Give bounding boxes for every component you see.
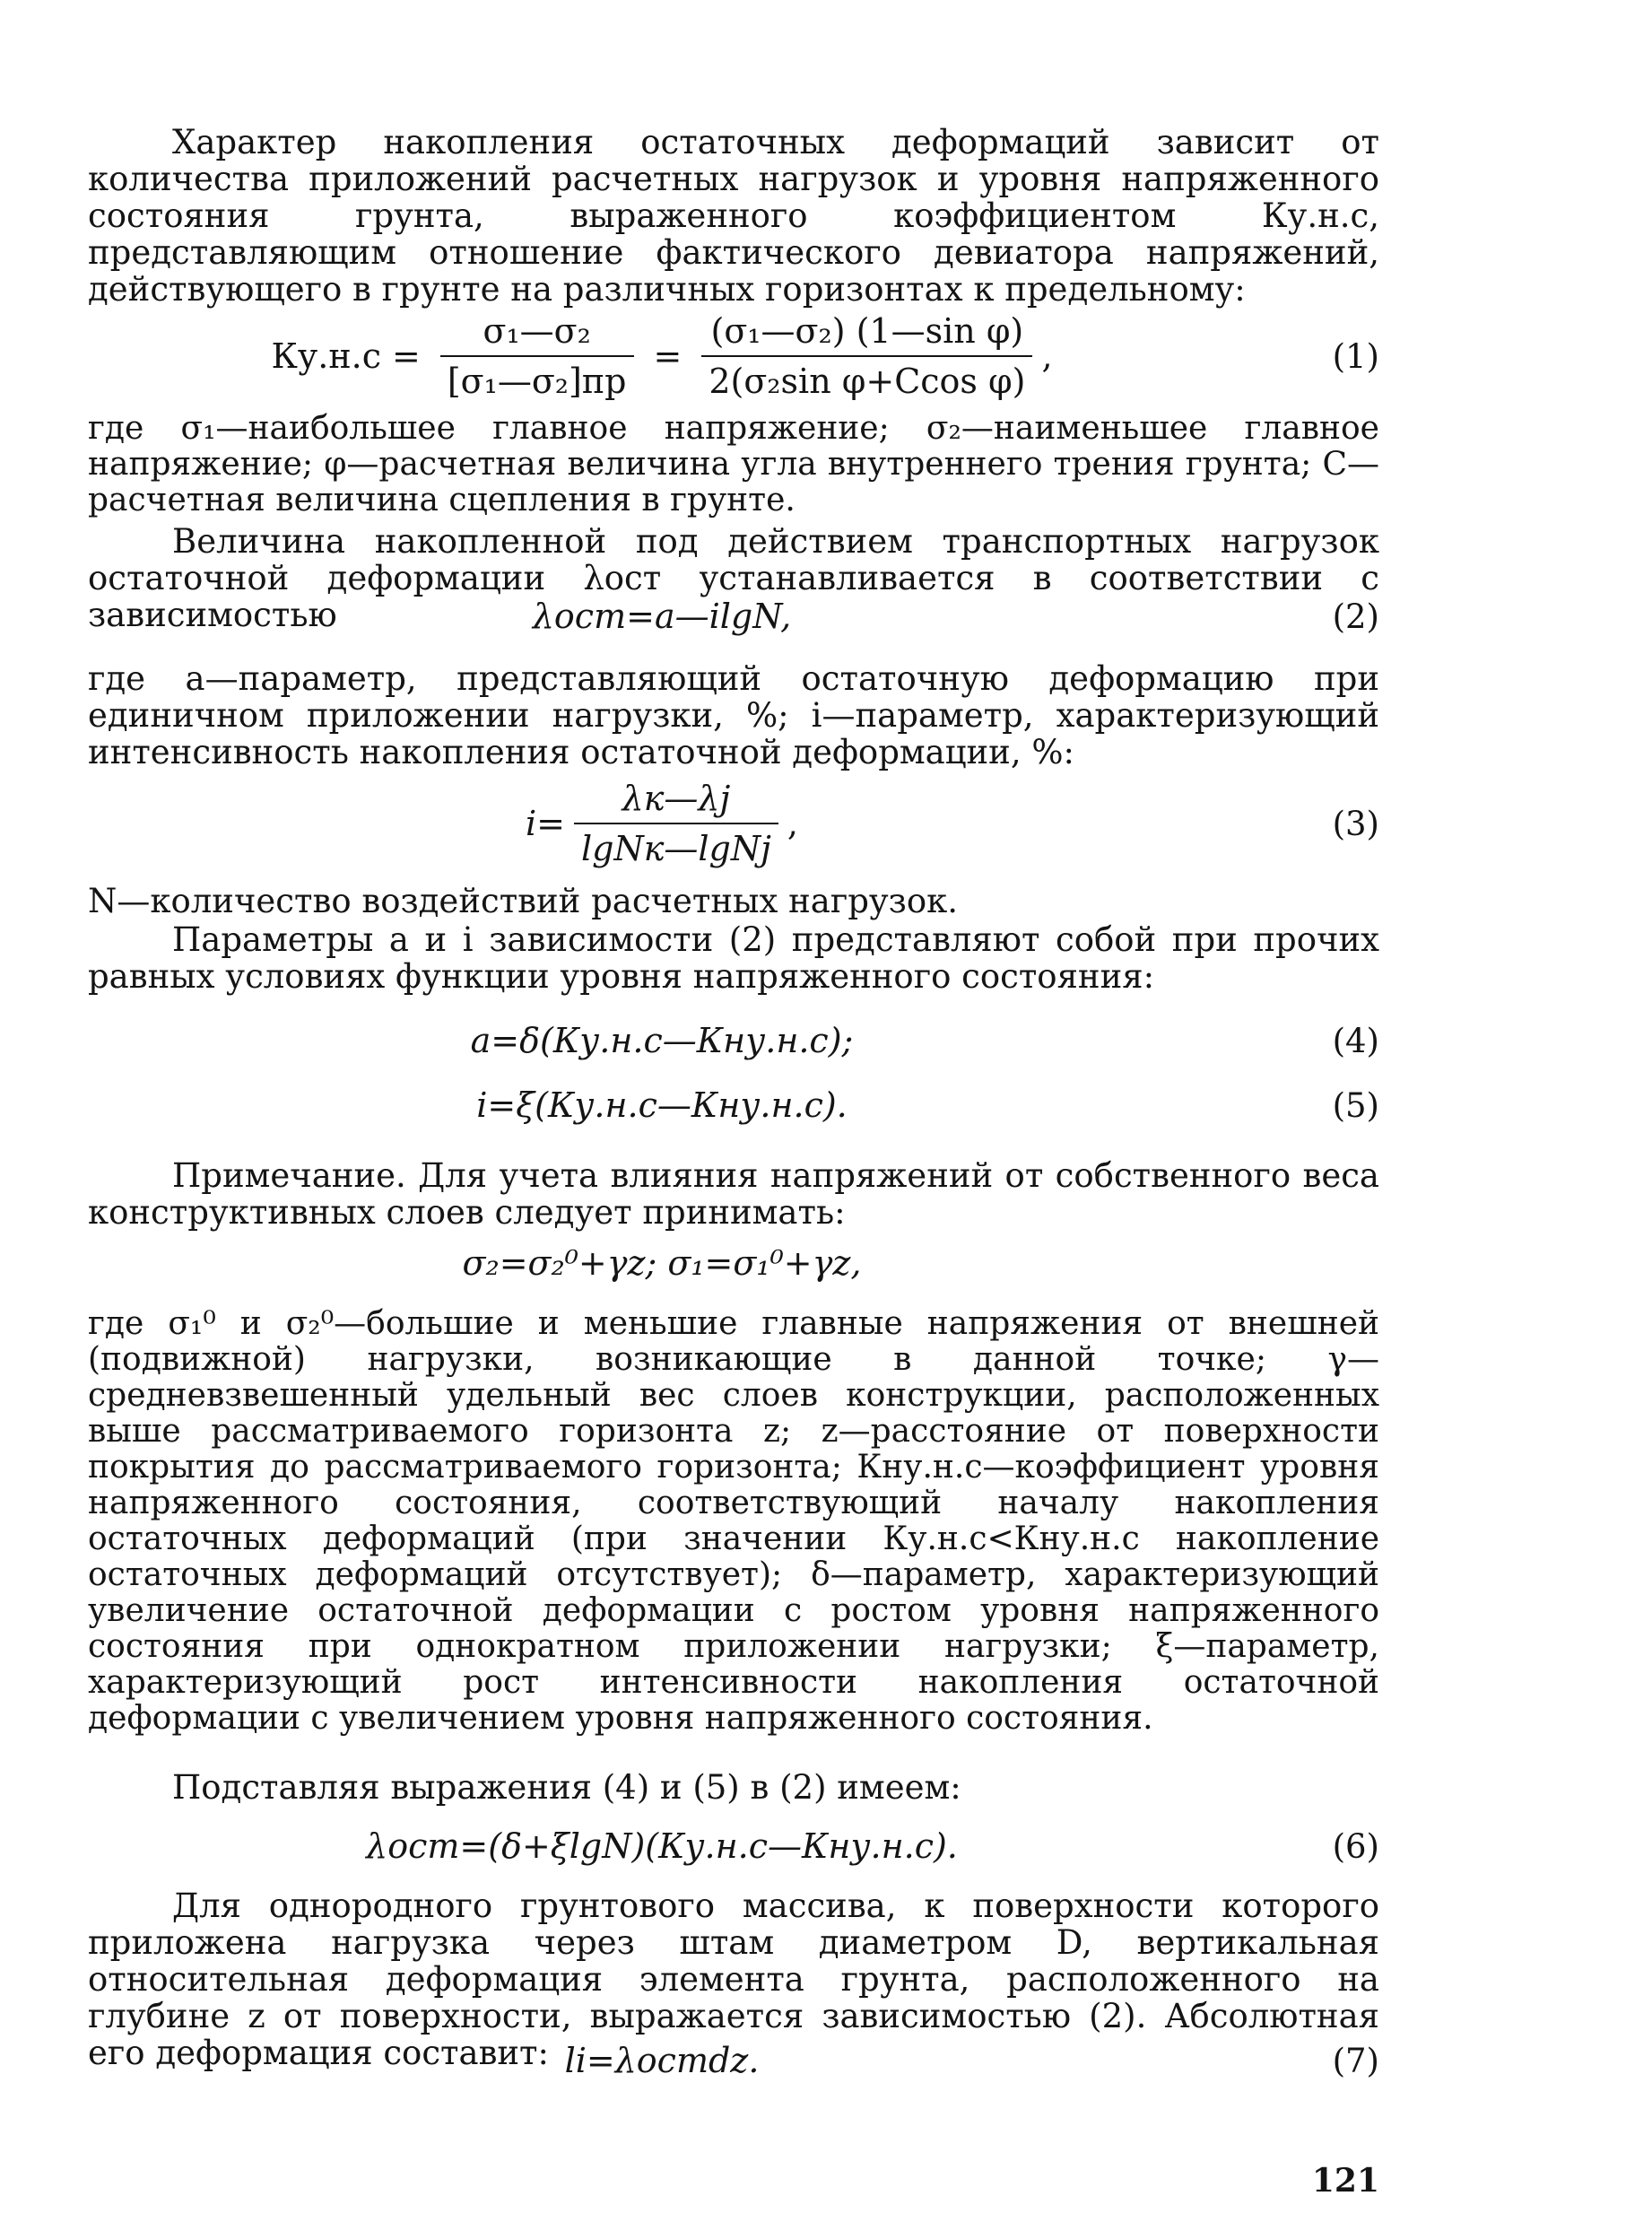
paragraph-2: где σ₁—наибольшее главное напряжение; σ₂—наименьшее главное напряжение; φ—расчетная величина угла внутреннего трения грунта; С—расчетная величина сцепления в грунте.: [88, 410, 1379, 518]
equation-note: [88, 1231, 1379, 1295]
paragraph-8: где σ₁⁰ и σ₂⁰—большие и меньшие главные напряжения от внешней (подвижной) нагрузки, возникающие в данной точке; γ—средневзвешенный удельный вес слоев конструкции, расположенных выше рассматриваемого горизонта z; z—расстояние от поверхности покрытия до рассматриваемого горизонта; Кну.н.с—коэффициент уровня напряженного состояния, соответствующий началу накопления остаточных деформаций (при значении Ку.н.с<Кну.н.с накопление остаточных деформаций отсутствует); δ—параметр, характеризующий увеличение остаточной деформации с ростом уровня напряженного состояния при однократном приложении нагрузки; ξ—параметр, характеризующий рост интенсивности накопления остаточной деформации с увеличением уровня напряженного состояния.: [88, 1305, 1379, 1737]
equation-7: [88, 2029, 1379, 2092]
paragraph-6: Параметры a и i зависимости (2) представляют собой при прочих равных условиях функции уровня напряженного состояния:: [88, 920, 1379, 996]
equation-2: [88, 585, 1379, 648]
equation-3-number: (3): [1332, 804, 1379, 843]
equation-6: [88, 1812, 1379, 1880]
equation-2-number: (2): [1332, 597, 1379, 636]
paragraph-7-note: Примечание. Для учета влияния напряжений от собственного веса конструктивных слоев следует принимать:: [88, 1156, 1379, 1232]
equation-1-number: (1): [1332, 336, 1379, 376]
page-number: 121: [1311, 2162, 1379, 2200]
paragraph-5: N—количество воздействий расчетных нагрузок.: [88, 882, 959, 920]
eq5-formula: i=ξ(Ку.н.с—Кну.н.с).: [476, 1085, 848, 1125]
eq2-formula: λост=a—ilgN,: [532, 597, 792, 636]
equation-5-number: (5): [1332, 1085, 1379, 1125]
paragraph-10: Для однородного грунтового массива, к поверхности которого приложена нагрузка через штам диаметром D, вертикальная относительная деформация элемента грунта, расположенного на глубине z от поверхности, выражается зависимостью (2). Абсолютная его деформация составит:: [88, 1887, 1379, 2072]
equation-7-number: (7): [1332, 2041, 1379, 2080]
eq7-formula: li=λостdz.: [564, 2041, 760, 2080]
paragraph-1: Характер накопления остаточных деформаций зависит от количества приложений расчетных нагрузок и уровня напряженного состояния грунта, выраженного коэффициентом Ку.н.с, представляющим отношение фактического девиатора напряжений, действующего в грунте на различных горизонтах к предельному:: [88, 123, 1379, 309]
paragraph-4: где a—параметр, представляющий остаточную деформацию при единичном приложении нагрузки, %; i—параметр, характеризующий интенсивность накопления остаточной деформации, %:: [88, 659, 1379, 771]
eq3-lhs: i=: [525, 804, 565, 843]
paragraph-9: Подставляя выражения (4) и (5) в (2) имеем:: [172, 1768, 961, 1807]
eq4-formula: a=δ(Ку.н.с—Кну.н.с);: [470, 1021, 854, 1060]
equation-3: i= $\frac{\lambda к—\lambda j}{\text{lgNк—lgNj}}$ , (3): [525, 779, 1379, 868]
paragraph-3: Величина накопленной под действием транспортных нагрузок остаточной деформации λост устанавливается в соответствии с зависимостью: [88, 522, 1379, 634]
equation-4: [88, 1008, 1379, 1073]
eq1-fraction-1: $\frac{\text{σ₁—σ₂}}{\text{[σ₁—σ₂]пр}}$: [440, 311, 634, 401]
eq6-formula: λост=(δ+ξlgN)(Ку.н.с—Кну.н.с).: [366, 1826, 958, 1866]
equation-6-number: (6): [1332, 1826, 1379, 1866]
equation-5: [88, 1073, 1379, 1137]
equation-1: Ку.н.с = $\frac{\text{σ₁—σ₂}}{\text{[σ₁—σ₂]пр}}$ = $\frac{\text{(σ₁—σ₂) (1—sin φ)}}{\text{2(σ₂sin φ+Ccos φ)}}$ , (1): [271, 311, 1379, 401]
eq-note-formula: σ₂=σ₂⁰+γz; σ₁=σ₁⁰+γz,: [462, 1243, 862, 1283]
eq1-fraction-2: $\frac{\text{(σ₁—σ₂) (1—sin φ)}}{\text{2(σ₂sin φ+Ccos φ)}}$: [701, 311, 1032, 401]
eq1-lhs: Ку.н.с: [271, 336, 382, 376]
equation-4-number: (4): [1332, 1021, 1379, 1060]
eq3-fraction: $\frac{\lambda к—\lambda j}{\text{lgNк—lgNj}}$: [574, 779, 778, 868]
